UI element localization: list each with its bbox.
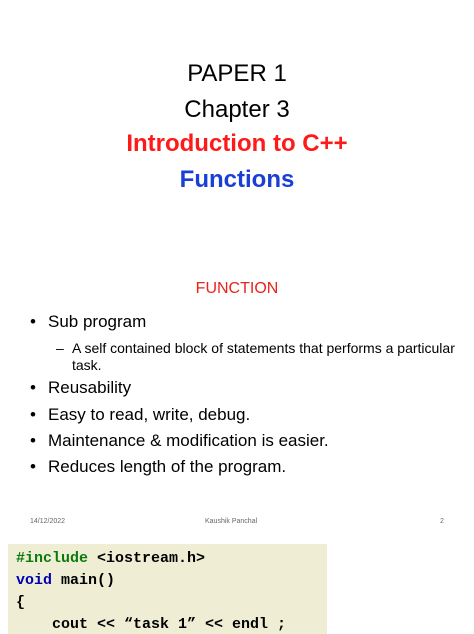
code-line-main bbox=[16, 572, 115, 589]
bullet-icon: • bbox=[30, 431, 36, 450]
footer-page-number: 2 bbox=[440, 518, 444, 525]
code-keyword: void bbox=[16, 572, 53, 589]
bullet-text: Sub program bbox=[48, 312, 147, 331]
bullet-item bbox=[30, 431, 329, 451]
sub-bullet-item bbox=[56, 340, 456, 374]
code-include-target: <iostream.h> bbox=[88, 550, 206, 567]
dash-icon: – bbox=[56, 340, 64, 356]
footer-author: Kaushik Panchal bbox=[205, 518, 258, 525]
bullet-item bbox=[30, 312, 146, 332]
functions-title: Functions bbox=[179, 166, 295, 193]
bullet-item bbox=[30, 405, 250, 425]
function-slide-title: FUNCTION bbox=[195, 280, 279, 297]
paper-title: PAPER 1 bbox=[187, 60, 287, 87]
code-main-signature: main() bbox=[52, 572, 116, 589]
sub-bullet-text: A self contained block of statements that performs a particular task. bbox=[72, 340, 455, 373]
code-line-brace: { bbox=[16, 594, 26, 611]
bullet-icon: • bbox=[30, 378, 36, 397]
bullet-text: Easy to read, write, debug. bbox=[48, 405, 251, 424]
footer-date: 14/12/2022 bbox=[30, 518, 66, 525]
code-block bbox=[8, 544, 327, 634]
bullet-icon: • bbox=[30, 457, 36, 476]
bullet-icon: • bbox=[30, 405, 36, 424]
bullet-text: Reusability bbox=[48, 378, 132, 397]
bullet-item bbox=[30, 457, 286, 477]
bullet-text: Maintenance & modification is easier. bbox=[48, 431, 329, 450]
title-slide bbox=[0, 0, 474, 250]
code-directive: #include bbox=[16, 550, 89, 567]
bullet-text: Reduces length of the program. bbox=[48, 457, 287, 476]
bullet-item bbox=[30, 378, 131, 398]
code-line-cout: cout << “task 1” << endl ; bbox=[16, 616, 287, 633]
code-line-include bbox=[16, 550, 205, 567]
chapter-title: Chapter 3 bbox=[184, 96, 290, 123]
bullet-icon: • bbox=[30, 312, 36, 331]
intro-title: Introduction to C++ bbox=[126, 130, 348, 157]
